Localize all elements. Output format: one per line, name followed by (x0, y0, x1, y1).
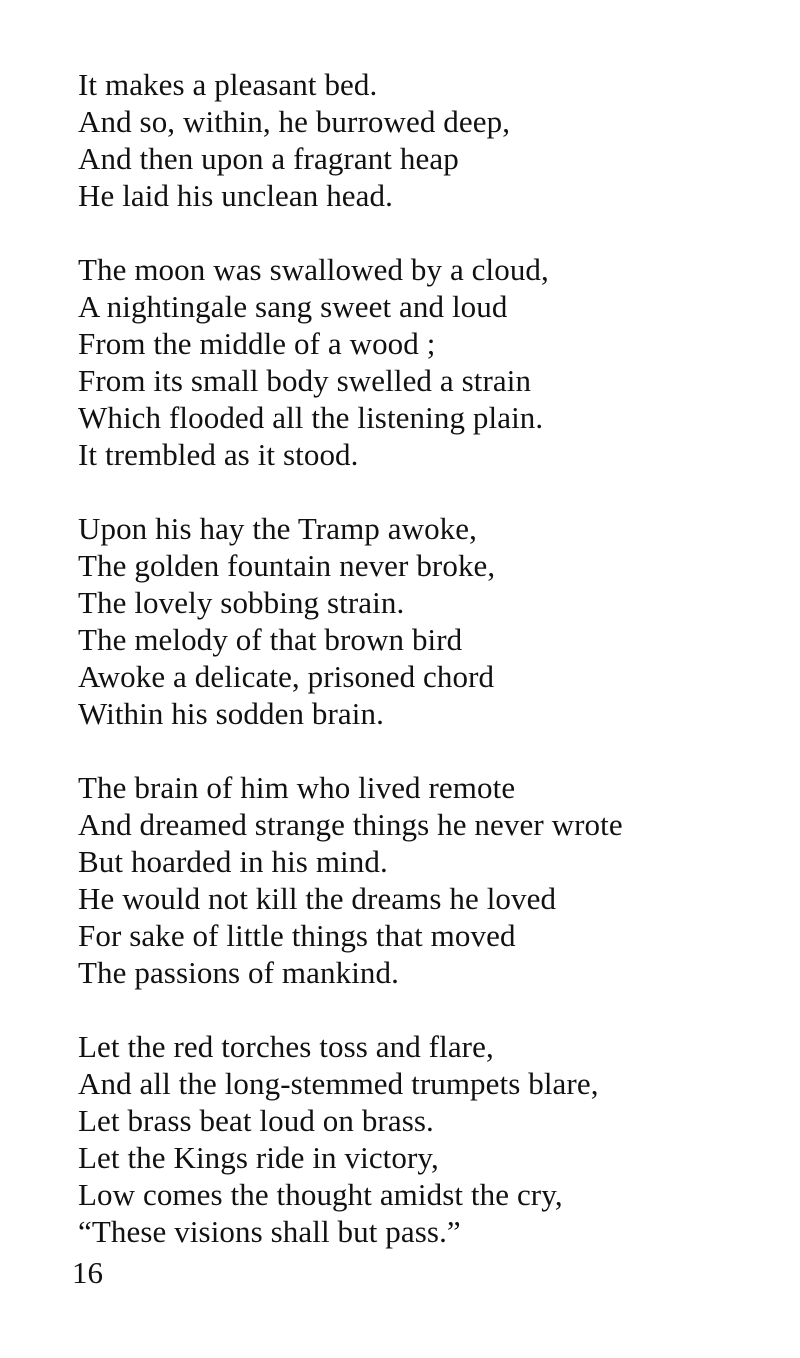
poem-line: From the middle of a wood ; (78, 326, 436, 361)
stanza-4 (78, 769, 778, 991)
stanza-5 (78, 1028, 778, 1250)
poem-line: Low comes the thought amidst the cry, (78, 1177, 563, 1212)
poem-line: And all the long-stemmed trumpets blare, (78, 1066, 599, 1101)
poem-line: And then upon a fragrant heap (78, 141, 459, 176)
poem-line: And so, within, he burrowed deep, (78, 104, 511, 139)
poem-line: For sake of little things that moved (78, 918, 516, 953)
poem-line: He laid his unclean head. (78, 178, 393, 213)
stanza-2 (78, 251, 778, 473)
poem-line: Let the Kings ride in victory, (78, 1140, 439, 1175)
poem-line: Let brass beat loud on brass. (78, 1103, 434, 1138)
poem-line: “These visions shall but pass.” (78, 1214, 461, 1249)
poem-line: And dreamed strange things he never wrote (78, 807, 623, 842)
poem-line: A nightingale sang sweet and loud (78, 289, 508, 324)
poem-line: It trembled as it stood. (78, 437, 359, 472)
poem-body (78, 66, 778, 1287)
poem-line: The brain of him who lived remote (78, 770, 516, 805)
poem-line: The melody of that brown bird (78, 622, 463, 657)
poem-line: But hoarded in his mind. (78, 844, 388, 879)
poem-line: From its small body swelled a strain (78, 363, 532, 398)
stanza-1 (78, 66, 778, 214)
poem-line: Awoke a delicate, prisoned chord (78, 659, 495, 694)
poem-line: Which flooded all the listening plain. (78, 400, 544, 435)
poem-line: The golden fountain never broke, (78, 548, 496, 583)
poem-line: It makes a pleasant bed. (78, 67, 378, 102)
stanza-3 (78, 510, 778, 732)
poem-line: The passions of mankind. (78, 955, 399, 990)
poem-line: Upon his hay the Tramp awoke, (78, 511, 477, 546)
poem-line: Within his sodden brain. (78, 696, 384, 731)
page-number: 16 (72, 1255, 103, 1290)
poem-line: The lovely sobbing strain. (78, 585, 405, 620)
poem-line: The moon was swallowed by a cloud, (78, 252, 549, 287)
poem-line: He would not kill the dreams he loved (78, 881, 557, 916)
poem-line: Let the red torches toss and flare, (78, 1029, 494, 1064)
